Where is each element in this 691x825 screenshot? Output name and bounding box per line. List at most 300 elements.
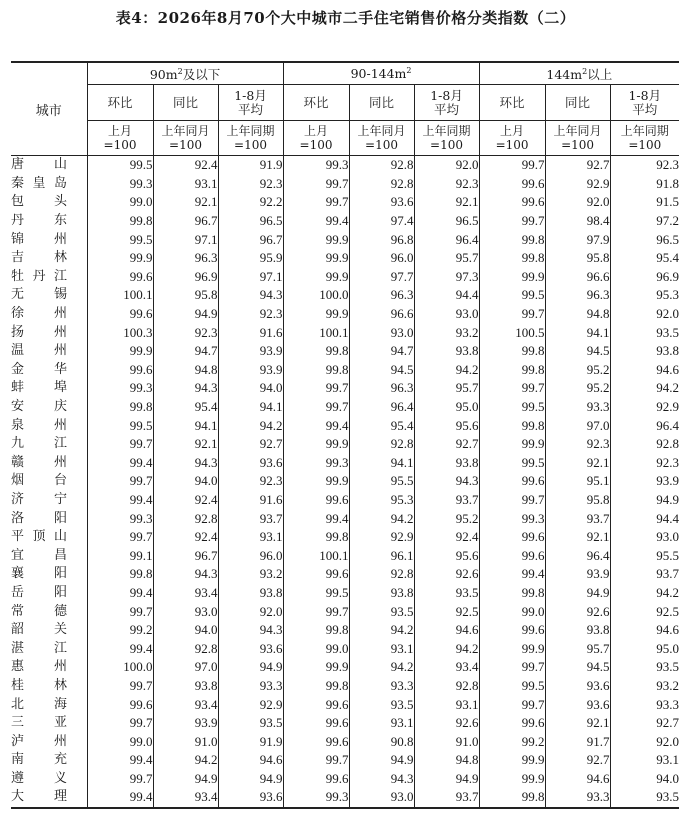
index-value: 99.9 — [479, 435, 545, 454]
index-value: 92.8 — [610, 435, 679, 454]
index-value: 94.3 — [153, 379, 218, 398]
index-value: 99.5 — [87, 416, 153, 435]
index-value: 92.3 — [545, 435, 610, 454]
index-value: 95.7 — [414, 249, 479, 268]
index-value: 100.3 — [87, 323, 153, 342]
index-value: 91.9 — [218, 732, 283, 751]
index-value: 99.6 — [479, 714, 545, 733]
city-name: 锦 州 — [11, 231, 67, 247]
table-row — [11, 621, 679, 640]
index-value: 99.9 — [87, 342, 153, 361]
table-row — [11, 602, 679, 621]
index-value: 99.8 — [479, 249, 545, 268]
table-row — [11, 509, 679, 528]
table-row — [11, 286, 679, 305]
metric-header: 1-8月 平均 — [218, 85, 283, 121]
index-value: 99.7 — [479, 491, 545, 510]
index-value: 95.9 — [218, 249, 283, 268]
index-value: 92.9 — [610, 398, 679, 417]
index-value: 93.6 — [545, 695, 610, 714]
index-value: 94.8 — [414, 751, 479, 770]
index-value: 99.6 — [283, 732, 349, 751]
index-value: 96.9 — [610, 268, 679, 287]
index-value: 99.3 — [479, 509, 545, 528]
index-value: 97.2 — [610, 212, 679, 231]
index-value: 94.6 — [545, 770, 610, 789]
metric-header: 环比 — [87, 85, 153, 121]
index-value: 99.8 — [479, 416, 545, 435]
index-value: 99.7 — [283, 175, 349, 194]
index-value: 99.7 — [283, 193, 349, 212]
table-row — [11, 379, 679, 398]
index-value: 99.4 — [87, 491, 153, 510]
index-value: 95.5 — [349, 472, 414, 491]
index-value: 99.9 — [283, 249, 349, 268]
index-value: 92.4 — [153, 156, 218, 175]
city-name: 徐 州 — [11, 306, 67, 322]
index-value: 92.3 — [610, 156, 679, 175]
metric-header: 同比 — [545, 85, 610, 121]
index-value: 99.7 — [479, 658, 545, 677]
index-value: 96.3 — [349, 379, 414, 398]
index-value: 94.0 — [610, 770, 679, 789]
index-value: 99.7 — [479, 156, 545, 175]
index-value: 99.9 — [283, 435, 349, 454]
table-row — [11, 546, 679, 565]
index-value: 99.0 — [283, 639, 349, 658]
index-value: 93.1 — [218, 528, 283, 547]
city-name: 遵 义 — [11, 770, 67, 786]
city-name: 常 德 — [11, 603, 67, 619]
index-value: 96.5 — [414, 212, 479, 231]
index-value: 92.4 — [153, 528, 218, 547]
index-value: 92.1 — [153, 435, 218, 454]
index-value: 94.9 — [153, 305, 218, 324]
index-value: 92.3 — [218, 175, 283, 194]
index-value: 92.9 — [218, 695, 283, 714]
table-row — [11, 230, 679, 249]
city-name: 北 海 — [11, 696, 67, 712]
index-value: 93.8 — [218, 584, 283, 603]
index-value: 99.5 — [479, 286, 545, 305]
index-value: 94.2 — [414, 639, 479, 658]
index-value: 94.9 — [153, 770, 218, 789]
base-header: 上年同月 =100 — [349, 121, 414, 156]
base-header: 上月 =100 — [87, 121, 153, 156]
index-value: 97.1 — [218, 268, 283, 287]
index-value: 100.0 — [87, 658, 153, 677]
base-header: 上年同月 =100 — [153, 121, 218, 156]
index-value: 96.6 — [349, 305, 414, 324]
index-value: 94.3 — [153, 565, 218, 584]
index-value: 91.5 — [610, 193, 679, 212]
city-name: 南 充 — [11, 752, 67, 768]
index-value: 99.7 — [87, 472, 153, 491]
metric-header: 1-8月 平均 — [414, 85, 479, 121]
index-value: 93.9 — [545, 565, 610, 584]
index-value: 99.2 — [87, 621, 153, 640]
index-value: 93.7 — [218, 509, 283, 528]
index-value: 99.6 — [87, 695, 153, 714]
index-value: 93.5 — [610, 788, 679, 808]
index-value: 96.4 — [610, 416, 679, 435]
index-value: 99.5 — [87, 230, 153, 249]
index-value: 94.5 — [545, 342, 610, 361]
city-name: 平 顶 山 — [11, 529, 67, 545]
index-value: 95.7 — [414, 379, 479, 398]
city-name: 唐 山 — [11, 157, 67, 173]
index-value: 94.3 — [218, 286, 283, 305]
index-value: 96.3 — [349, 286, 414, 305]
index-value: 94.1 — [218, 398, 283, 417]
index-value: 92.9 — [349, 528, 414, 547]
index-value: 99.8 — [283, 342, 349, 361]
index-value: 97.1 — [153, 230, 218, 249]
index-value: 93.5 — [218, 714, 283, 733]
index-value: 93.0 — [414, 305, 479, 324]
index-value: 94.6 — [414, 621, 479, 640]
index-value: 99.8 — [479, 584, 545, 603]
index-value: 94.3 — [218, 621, 283, 640]
index-value: 93.1 — [349, 714, 414, 733]
index-value: 96.7 — [153, 212, 218, 231]
index-value: 99.7 — [479, 695, 545, 714]
index-value: 94.2 — [349, 658, 414, 677]
base-header: 上年同期 =100 — [610, 121, 679, 156]
index-value: 92.0 — [545, 193, 610, 212]
index-value: 93.8 — [153, 677, 218, 696]
index-value: 93.4 — [153, 695, 218, 714]
index-value: 95.0 — [414, 398, 479, 417]
index-value: 97.9 — [545, 230, 610, 249]
index-value: 91.0 — [414, 732, 479, 751]
index-value: 94.8 — [545, 305, 610, 324]
city-name: 赣 州 — [11, 454, 67, 470]
index-value: 95.5 — [610, 546, 679, 565]
index-value: 99.0 — [87, 193, 153, 212]
index-value: 94.3 — [153, 454, 218, 473]
index-value: 99.3 — [87, 509, 153, 528]
index-value: 99.6 — [283, 695, 349, 714]
index-value: 99.4 — [283, 212, 349, 231]
city-name: 襄 阳 — [11, 566, 67, 582]
index-value: 93.5 — [349, 602, 414, 621]
city-name: 九 江 — [11, 436, 67, 452]
index-value: 99.7 — [283, 751, 349, 770]
index-value: 99.5 — [283, 584, 349, 603]
index-value: 92.1 — [545, 528, 610, 547]
index-value: 95.8 — [545, 249, 610, 268]
base-header: 上月 =100 — [479, 121, 545, 156]
index-value: 99.9 — [479, 751, 545, 770]
index-value: 93.9 — [218, 361, 283, 380]
index-value: 99.5 — [479, 454, 545, 473]
city-name: 温 州 — [11, 343, 67, 359]
base-header: 上年同月 =100 — [545, 121, 610, 156]
index-value: 94.9 — [414, 770, 479, 789]
index-value: 92.5 — [414, 602, 479, 621]
city-name: 大 理 — [11, 788, 87, 808]
city-name: 济 宁 — [11, 491, 67, 507]
index-value: 99.4 — [283, 416, 349, 435]
index-value: 99.6 — [283, 491, 349, 510]
index-value: 94.0 — [153, 621, 218, 640]
index-value: 92.9 — [545, 175, 610, 194]
index-value: 94.1 — [349, 454, 414, 473]
index-value: 92.7 — [414, 435, 479, 454]
index-value: 91.9 — [218, 156, 283, 175]
index-value: 93.0 — [153, 602, 218, 621]
index-value: 93.6 — [218, 788, 283, 808]
index-value: 92.3 — [153, 323, 218, 342]
index-value: 99.9 — [283, 268, 349, 287]
index-value: 93.8 — [545, 621, 610, 640]
index-value: 93.0 — [610, 528, 679, 547]
index-value: 94.2 — [610, 379, 679, 398]
metric-header: 环比 — [479, 85, 545, 121]
city-name: 扬 州 — [11, 324, 67, 340]
index-value: 92.7 — [545, 156, 610, 175]
index-value: 99.8 — [479, 230, 545, 249]
index-value: 92.3 — [218, 472, 283, 491]
index-value: 93.6 — [218, 639, 283, 658]
index-value: 94.8 — [153, 361, 218, 380]
index-value: 99.0 — [479, 602, 545, 621]
index-value: 99.4 — [87, 584, 153, 603]
table-row — [11, 361, 679, 380]
index-value: 93.3 — [610, 695, 679, 714]
index-value: 94.7 — [153, 342, 218, 361]
index-value: 99.6 — [479, 193, 545, 212]
metric-header: 1-8月 平均 — [610, 85, 679, 121]
index-value: 99.7 — [479, 305, 545, 324]
index-value: 95.2 — [414, 509, 479, 528]
index-value: 93.7 — [414, 491, 479, 510]
index-value: 94.3 — [349, 770, 414, 789]
table-row — [11, 212, 679, 231]
index-value: 97.7 — [349, 268, 414, 287]
index-value: 99.8 — [479, 342, 545, 361]
index-value: 94.0 — [218, 379, 283, 398]
index-value: 93.4 — [153, 584, 218, 603]
index-value: 99.7 — [87, 435, 153, 454]
index-value: 92.1 — [545, 714, 610, 733]
index-value: 92.0 — [610, 732, 679, 751]
index-value: 97.0 — [545, 416, 610, 435]
index-value: 96.7 — [153, 546, 218, 565]
index-value: 96.5 — [218, 212, 283, 231]
table-title: 表4：2026年8月70个大中城市二手住宅销售价格分类指数（二） — [115, 9, 576, 27]
index-value: 93.5 — [349, 695, 414, 714]
index-value: 99.4 — [87, 639, 153, 658]
index-value: 93.1 — [610, 751, 679, 770]
base-header: 上年同期 =100 — [218, 121, 283, 156]
index-value: 93.8 — [414, 454, 479, 473]
index-value: 95.8 — [545, 491, 610, 510]
index-value: 99.8 — [87, 212, 153, 231]
price-index-table — [11, 61, 679, 809]
table-row — [11, 323, 679, 342]
table-row — [11, 305, 679, 324]
index-value: 93.0 — [349, 788, 414, 808]
index-value: 99.4 — [479, 565, 545, 584]
index-value: 94.7 — [349, 342, 414, 361]
index-value: 93.2 — [414, 323, 479, 342]
index-value: 99.6 — [87, 305, 153, 324]
city-name: 泉 州 — [11, 417, 67, 433]
city-name: 惠 州 — [11, 659, 67, 675]
index-value: 99.8 — [87, 565, 153, 584]
index-value: 93.3 — [218, 677, 283, 696]
table-row — [11, 435, 679, 454]
index-value: 93.8 — [349, 584, 414, 603]
index-value: 92.6 — [414, 714, 479, 733]
index-value: 99.5 — [479, 398, 545, 417]
index-value: 94.3 — [414, 472, 479, 491]
index-value: 99.9 — [283, 305, 349, 324]
base-header: 上年同期 =100 — [414, 121, 479, 156]
city-name: 丹 东 — [11, 213, 67, 229]
index-value: 93.9 — [218, 342, 283, 361]
index-value: 99.3 — [283, 788, 349, 808]
index-value: 93.7 — [610, 565, 679, 584]
index-value: 99.9 — [479, 639, 545, 658]
index-value: 99.7 — [479, 379, 545, 398]
index-value: 95.3 — [349, 491, 414, 510]
index-value: 98.4 — [545, 212, 610, 231]
table-row — [11, 639, 679, 658]
index-value: 99.6 — [283, 770, 349, 789]
group-header-small: $90m^2$及以下 — [87, 62, 283, 85]
index-value: 99.6 — [479, 546, 545, 565]
index-value: 96.8 — [349, 230, 414, 249]
index-value: 94.9 — [610, 491, 679, 510]
index-value: 94.1 — [545, 323, 610, 342]
index-value: 95.2 — [545, 379, 610, 398]
index-value: 92.6 — [545, 602, 610, 621]
group-header-medium: $90-144m^2$ — [283, 62, 479, 85]
index-value: 100.1 — [283, 546, 349, 565]
index-value: 99.6 — [479, 528, 545, 547]
index-value: 99.0 — [87, 732, 153, 751]
index-value: 91.0 — [153, 732, 218, 751]
city-name: 湛 江 — [11, 640, 67, 656]
index-value: 99.6 — [87, 268, 153, 287]
metric-header: 环比 — [283, 85, 349, 121]
index-value: 94.2 — [349, 621, 414, 640]
index-value: 92.0 — [414, 156, 479, 175]
index-value: 97.3 — [414, 268, 479, 287]
index-value: 96.5 — [610, 230, 679, 249]
index-value: 99.9 — [283, 230, 349, 249]
city-name: 韶 关 — [11, 622, 67, 638]
index-value: 99.2 — [479, 732, 545, 751]
index-value: 93.2 — [610, 677, 679, 696]
table-row — [11, 249, 679, 268]
index-value: 93.3 — [545, 398, 610, 417]
table-row — [11, 751, 679, 770]
index-value: 92.8 — [414, 677, 479, 696]
index-value: 94.1 — [153, 416, 218, 435]
city-name: 洛 阳 — [11, 510, 67, 526]
index-value: 96.3 — [153, 249, 218, 268]
city-name: 牡 丹 江 — [11, 268, 67, 284]
index-value: 93.6 — [545, 677, 610, 696]
table-row — [11, 156, 679, 175]
index-value: 99.8 — [479, 788, 545, 808]
city-name: 金 华 — [11, 361, 67, 377]
index-value: 96.1 — [349, 546, 414, 565]
index-value: 99.6 — [283, 714, 349, 733]
index-value: 96.0 — [349, 249, 414, 268]
index-value: 100.1 — [283, 323, 349, 342]
city-column-header: 城市 — [11, 62, 87, 156]
city-name: 三 亚 — [11, 715, 67, 731]
index-value: 92.8 — [349, 156, 414, 175]
index-value: 97.4 — [349, 212, 414, 231]
table-row — [11, 695, 679, 714]
index-value: 99.8 — [87, 398, 153, 417]
index-value: 99.8 — [479, 361, 545, 380]
index-value: 92.1 — [153, 193, 218, 212]
index-value: 94.6 — [610, 621, 679, 640]
index-value: 94.6 — [610, 361, 679, 380]
index-value: 99.4 — [87, 788, 153, 808]
table-row — [11, 732, 679, 751]
index-value: 92.0 — [610, 305, 679, 324]
index-value: 99.5 — [87, 156, 153, 175]
city-name: 无 锡 — [11, 287, 67, 303]
index-value: 94.6 — [218, 751, 283, 770]
index-value: 94.0 — [153, 472, 218, 491]
index-value: 93.8 — [414, 342, 479, 361]
index-value: 93.4 — [153, 788, 218, 808]
index-value: 95.2 — [545, 361, 610, 380]
table-row — [11, 714, 679, 733]
city-name: 烟 台 — [11, 473, 67, 489]
index-value: 92.7 — [218, 435, 283, 454]
index-value: 95.6 — [414, 546, 479, 565]
index-value: 99.9 — [479, 268, 545, 287]
table-row — [11, 175, 679, 194]
index-value: 99.7 — [87, 602, 153, 621]
index-value: 99.1 — [87, 546, 153, 565]
index-value: 92.3 — [218, 305, 283, 324]
index-value: 99.6 — [479, 621, 545, 640]
index-value: 92.8 — [349, 565, 414, 584]
index-value: 92.6 — [414, 565, 479, 584]
index-value: 93.1 — [153, 175, 218, 194]
index-value: 95.4 — [349, 416, 414, 435]
index-value: 92.2 — [218, 193, 283, 212]
table-row — [11, 398, 679, 417]
city-name: 安 庆 — [11, 399, 67, 415]
index-value: 99.4 — [283, 509, 349, 528]
table-row — [11, 342, 679, 361]
index-value: 99.7 — [283, 398, 349, 417]
index-value: 99.7 — [87, 677, 153, 696]
index-value: 99.3 — [87, 175, 153, 194]
index-value: 94.9 — [218, 658, 283, 677]
index-value: 95.6 — [414, 416, 479, 435]
index-value: 99.7 — [283, 602, 349, 621]
index-value: 95.7 — [545, 639, 610, 658]
index-value: 99.6 — [87, 361, 153, 380]
metric-header: 同比 — [153, 85, 218, 121]
table-row — [11, 193, 679, 212]
index-value: 94.2 — [153, 751, 218, 770]
table-row — [11, 491, 679, 510]
